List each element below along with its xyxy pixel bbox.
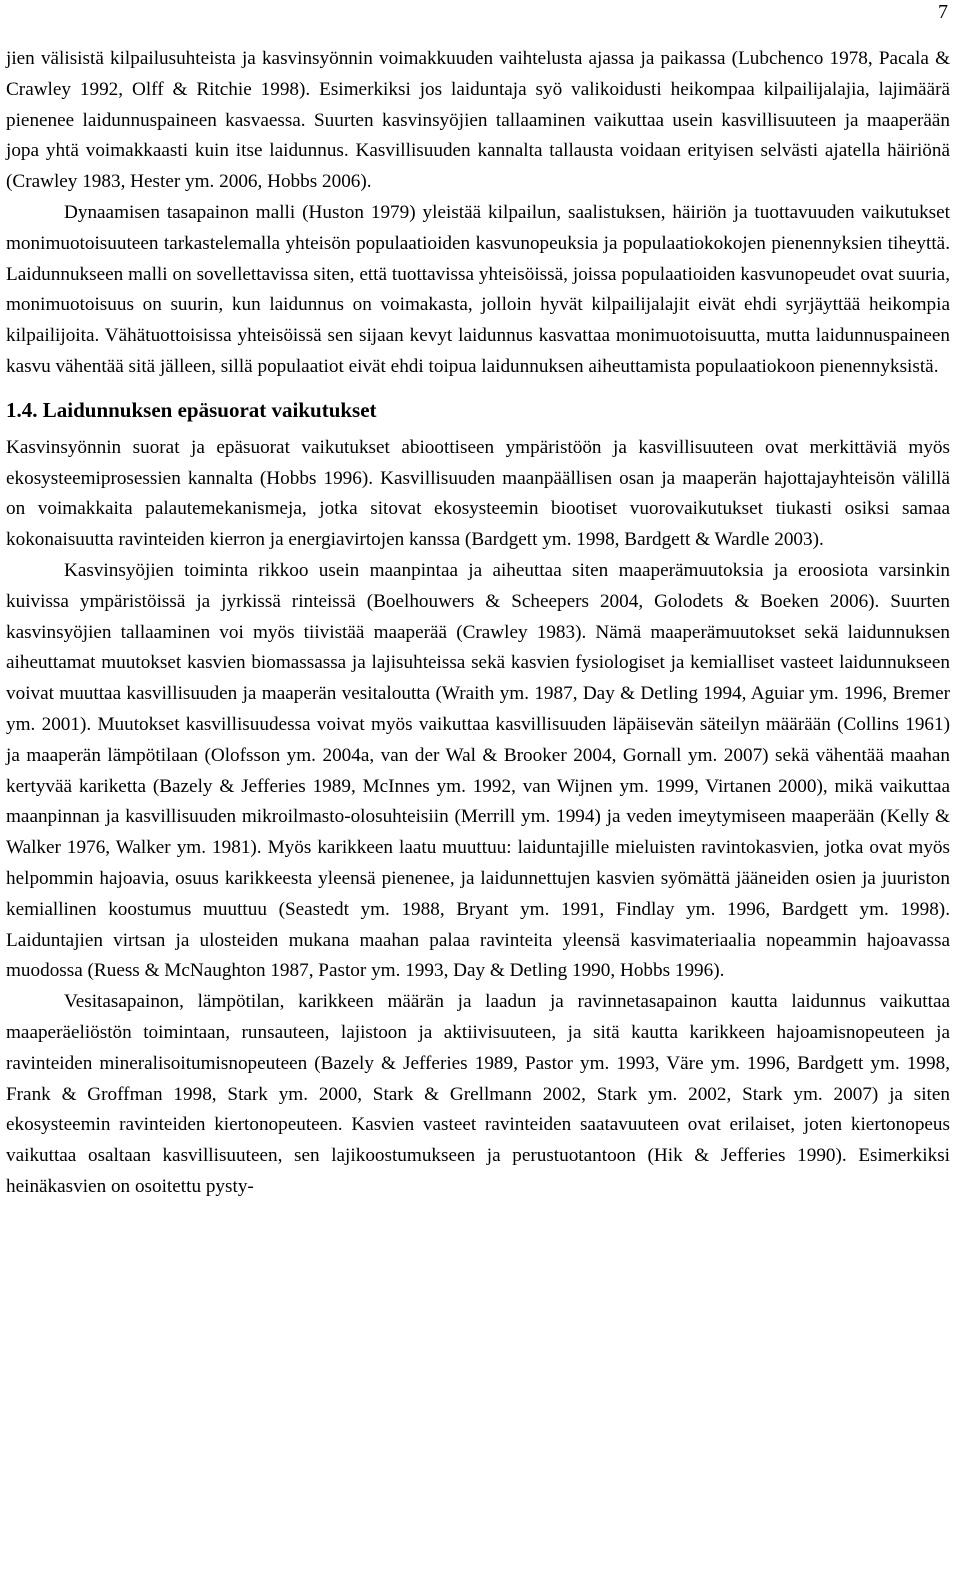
document-body <box>6 44 950 1203</box>
page-number: 7 <box>938 1 948 23</box>
paragraph: Kasvinsyöjien toiminta rikkoo usein maanpintaa ja aiheuttaa siten maaperämuutoksia ja eroosiota varsinkin kuivissa ympäristöissä ja jyrkissä rinteissä (Boelhouwers & Scheepers 2004, Golodets & Boeken 2006). Suurten kasvinsyöjien tallaaminen voi myös tiivistää maaperää (Crawley 1983). Nämä maaperämuutokset sekä laidunnuksen aiheuttamat muutokset kasvien biomassassa ja lajisuhteissa sekä kasvien fysiologiset ja kemialliset vasteet laidunnukseen voivat muuttaa kasvillisuuden ja maaperän vesitaloutta (Wraith ym. 1987, Day & Detling 1994, Aguiar ym. 1996, Bremer ym. 2001). Muutokset kasvillisuudessa voivat myös vaikuttaa kasvillisuuden läpäisevän säteilyn määrään (Collins 1961) ja maaperän lämpötilaan (Olofsson ym. 2004a, van der Wal & Brooker 2004, Gornall ym. 2007) sekä vähentää maahan kertyvää kariketta (Bazely & Jefferies 1989, McInnes ym. 1992, van Wijnen ym. 1999, Virtanen 2000), mikä vaikuttaa maanpinnan ja kasvillisuuden mikroilmasto-olosuhteisiin (Merrill ym. 1994) ja veden imeytymiseen maaperään (Kelly & Walker 1976, Walker ym. 1981). Myös karikkeen laatu muuttuu: laiduntajille mieluisten ravintokasvien, jotka ovat myös helpommin hajoavia, osuus karikkeesta yleensä pienenee, ja laidunnettujen kasvien syömättä jääneiden osien ja juuriston kemiallinen koostumus muuttuu (Seastedt ym. 1988, Bryant ym. 1991, Findlay ym. 1996, Bardgett ym. 1998). Laiduntajien virtsan ja ulosteiden mukana maahan palaa ravinteita yleensä kasvimateriaalia nopeammin hajoavassa muodossa (Ruess & McNaughton 1987, Pastor ym. 1993, Day & Detling 1990, Hobbs 1996). <box>6 559 950 982</box>
paragraph: jien välisistä kilpailusuhteista ja kasvinsyönnin voimakkuuden vaihtelusta ajassa ja paikassa (Lubchenco 1978, Pacala & Crawley 1992, Olff & Ritchie 1998). Esimerkiksi jos laiduntaja syö valikoidusti heikompaa kilpailijalajia, lajimäärä pienenee laidunnuspaineen kasvaessa. Suurten kasvinsyöjien tallaaminen vaikuttaa usein kasvillisuuteen ja maaperään jopa yhtä voimakkaasti kuin itse laidunnus. Kasvillisuuden kannalta tallausta voidaan erityisen selvästi ajatella häiriönä (Crawley 1983, Hester ym. 2006, Hobbs 2006). <box>6 48 950 193</box>
section-heading: 1.4. Laidunnuksen epäsuorat vaikutukset <box>6 397 377 422</box>
paragraph: Kasvinsyönnin suorat ja epäsuorat vaikutukset abioottiseen ympäristöön ja kasvillisuuteen ovat merkittäviä myös ekosysteemiprosessien kannalta (Hobbs 1996). Kasvillisuuden maanpäällisen osan ja maaperän hajottajayhteisön välillä on voimakkaita palautemekanismeja, jotka sitovat ekosysteemin biootiset vuorovaikutukset tiukasti osiksi samaa kokonaisuutta ravinteiden kierron ja energiavirtojen kanssa (Bardgett ym. 1998, Bardgett & Wardle 2003). <box>6 436 950 551</box>
paragraph: Dynaamisen tasapainon malli (Huston 1979) yleistää kilpailun, saalistuksen, häiriön ja tuottavuuden vaikutukset monimuotoisuuteen tarkastelemalla yhteisön populaatioiden kasvunopeuksia ja populaatiokokojen pienennyksien tiheyttä. Laidunnukseen malli on sovellettavissa siten, että tuottavissa yhteisöissä, joissa populaatioiden kasvunopeudet ovat suuria, monimuotoisuus on suurin, kun laidunnus on voimakasta, jolloin hyvät kilpailijalajit eivät ehdi syrjäyttää heikompia kilpailijoita. Vähätuottoisissa yhteisöissä sen sijaan kevyt laidunnus kasvattaa monimuotoisuutta, mutta laidunnuspaineen kasvu vähentää sitä jälleen, sillä populaatiot eivät ehdi toipua laidunnuksen aiheuttamista populaatiokoon pienennyksistä. <box>6 201 950 377</box>
paragraph: Vesitasapainon, lämpötilan, karikkeen määrän ja laadun ja ravinnetasapainon kautta laidunnus vaikuttaa maaperäeliöstön toimintaan, runsauteen, lajistoon ja aktiivisuuteen, ja sitä kautta karikkeen hajoamisnopeuteen ja ravinteiden mineralisoitumisnopeuteen (Bazely & Jefferies 1989, Pastor ym. 1993, Väre ym. 1996, Bardgett ym. 1998, Frank & Groffman 1998, Stark ym. 2000, Stark & Grellmann 2002, Stark ym. 2002, Stark ym. 2007) ja siten ekosysteemin ravinteiden kiertonopeuteen. Kasvien vasteet ravinteiden saatavuuteen ovat erilaiset, joten kiertonopeus vaikuttaa osaltaan kasvillisuuteen, sen lajikoostumukseen ja perustuotantoon (Hik & Jefferies 1990). Esimerkiksi heinäkasvien on osoitettu pysty- <box>6 991 950 1197</box>
